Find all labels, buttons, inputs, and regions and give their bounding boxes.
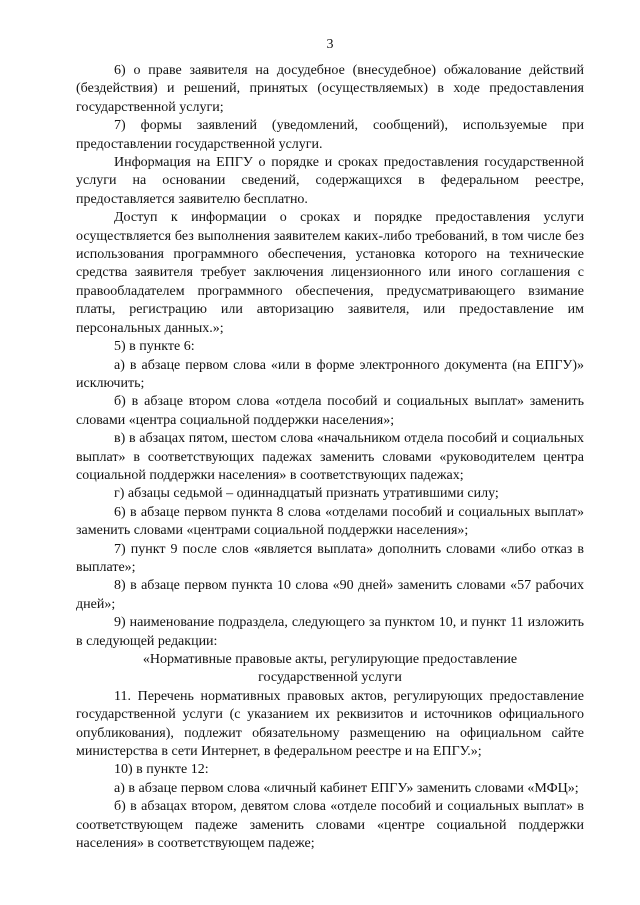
paragraph-item-10-subitem-a: а) в абзаце первом слова «личный кабинет ЕПГУ» заменить словами «МФЦ»;: [114, 780, 579, 796]
paragraph-item-8-point-10: 8) в абзаце первом пункта 10 слова «90 дней» заменить словами «57 рабочих дней»;: [76, 578, 584, 612]
paragraph-item-10: 10) в пункте 12:: [114, 762, 209, 778]
paragraph-item-5: 5) в пункте 6:: [114, 339, 195, 355]
subsection-heading-line-2: государственной услуги: [258, 670, 402, 686]
paragraph-item-7-forms: 7) формы заявлений (уведомлений, сообщений), используемые при предоставлении государственной услуги.: [76, 118, 584, 152]
paragraph-epgu-info: Информация на ЕПГУ о порядке и сроках предоставления государственной услуги на основании сведений, содержащихся в федеральном реестре, предоставляется заявителю бесплатно.: [76, 155, 584, 207]
paragraph-subitem-b: б) в абзаце втором слова «отдела пособий и социальных выплат» заменить словами «центра социальной поддержки населения»;: [76, 394, 584, 428]
paragraph-item-6-appeal: 6) о праве заявителя на досудебное (внесудебное) обжалование действий (бездействия) и решений, принятых (осуществляемых) в ходе предоставления государственной услуги;: [76, 63, 584, 115]
paragraph-item-10-subitem-b: б) в абзацах втором, девятом слова «отделе пособий и социальных выплат» в соответствующем падеже заменить словами «центре социальной поддержки населения» в соответствующем падеже;: [76, 799, 584, 852]
paragraph-subitem-v: в) в абзацах пятом, шестом слова «начальником отдела пособий и социальных выплат» в соответствующих падежах заменить словами «руководителем центра социальной поддержки населения» в соответствующих падежах;: [76, 431, 584, 483]
paragraph-item-6-point-8: 6) в абзаце первом пункта 8 слова «отделами пособий и социальных выплат» заменить словами «центрами социальной поддержки населения»;: [76, 504, 584, 539]
paragraph-subitem-a: а) в абзаце первом слова «или в форме электронного документа (на ЕПГУ)» исключить;: [76, 357, 584, 391]
paragraph-point-11: 11. Перечень нормативных правовых актов, регулирующих предоставление государственной услуги (с указанием их реквизитов и источников официального опубликования), подлежит обязательному размещению на официальном сайте министерства в сети Интернет, в федеральном реестре и на ЕПГУ.»;: [76, 688, 584, 760]
paragraph-item-7-point-9: 7) пункт 9 после слов «является выплата» дополнить словами «либо отказ в выплате»;: [76, 541, 584, 575]
paragraph-item-9-subsection: 9) наименование подраздела, следующего за пунктом 10, и пункт 11 изложить в следующей редакции:: [76, 615, 584, 649]
paragraph-access-info: Доступ к информации о сроках и порядке предоставления услуги осуществляется без выполнения заявителем каких-либо требований, в том числе без использования программного обеспечения, установка которого на технические средства заявителя требует заключения лицензионного или иного соглашения с правообладателем программного обеспечения, предусматривающего взимание платы, регистрацию или авторизацию заявителя, или предоставление им персональных данных.»;: [76, 210, 584, 336]
paragraph-subitem-g: г) абзацы седьмой – одиннадцатый признать утратившими силу;: [114, 486, 499, 502]
subsection-heading-line-1: «Нормативные правовые акты, регулирующие предоставление: [142, 652, 518, 667]
page-number: 3: [326, 37, 334, 52]
